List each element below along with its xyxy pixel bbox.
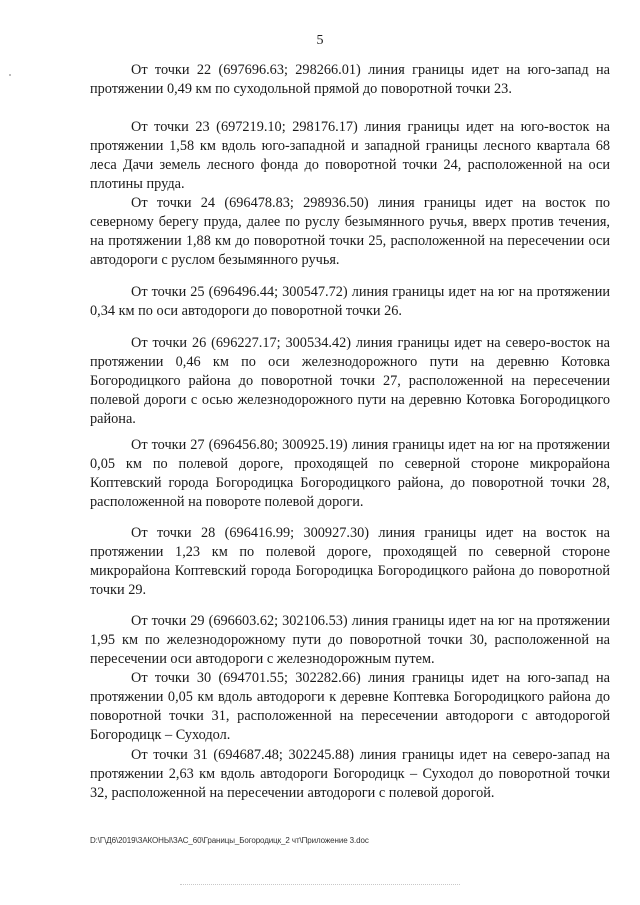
paragraph-point-30: От точки 30 (694701.55; 302282.66) линия границы идет на юго-запад на протяжении 0,05 км вдоль автодороги к деревне Коптевка Богородицкого района до поворотной точки 31, расположенной на пересечении автодороги с автодорогой Богородицк – Суходол.	[90, 670, 610, 743]
paragraph-point-22: От точки 22 (697696.63; 298266.01) линия границы идет на юго-запад на протяжении 0,49 км по суходольной прямой до поворотной точки 23.	[90, 62, 610, 97]
paragraph-point-31: От точки 31 (694687.48; 302245.88) линия границы идет на северо-запад на протяжении 2,63 км вдоль автодороги Богородицк – Суходол до поворотной точки 32, расположенной на пересечении автодороги с полевой дорогой.	[90, 747, 610, 801]
footer-file-path: D:\Г\Д6\2019\ЗАКОНЫ\ЗАС_60\Границы_Богородицк_2 чт\Приложение 3.doc	[90, 836, 369, 845]
paragraph-point-24: От точки 24 (696478.83; 298936.50) линия границы идет на восток по северному берегу пруда, далее по руслу безымянного ручья, вверх против течения, на протяжении 1,88 км до поворотной точки 25, расположенной на пересечении оси автодороги с руслом безымянного ручья.	[90, 195, 610, 268]
page-number: 5	[316, 33, 324, 48]
paragraph-point-23: От точки 23 (697219.10; 298176.17) линия границы идет на юго-восток на протяжении 1,58 км вдоль юго-западной и западной границы лесного квартала 68 леса Дачи земель лесного фонда до поворотной точки 24, расположенной на оси плотины пруда.	[90, 119, 610, 192]
paragraph-point-29: От точки 29 (696603.62; 302106.53) линия границы идет на юг на протяжении 1,95 км по железнодорожному пути до поворотной точки 30, расположенной на пересечении оси автодороги с железнодорожным путем.	[90, 613, 610, 667]
paragraph-point-28: От точки 28 (696416.99; 300927.30) линия границы идет на восток на протяжении 1,23 км по полевой дороге, проходящей по северной стороне микрорайона Коптевский города Богородицка Богородицкого района до поворотной точки 29.	[90, 525, 610, 598]
paragraph-point-25: От точки 25 (696496.44; 300547.72) линия границы идет на юг на протяжении 0,34 км по оси автодороги до поворотной точки 26.	[90, 284, 610, 319]
scan-artifact	[180, 884, 460, 891]
paragraph-point-27: От точки 27 (696456.80; 300925.19) линия границы идет на юг на протяжении 0,05 км по полевой дороге, проходящей по северной стороне микрорайона Коптевский города Богородицка Богородицкого района, до поворотной точки 28, расположенной на повороте полевой дороги.	[90, 437, 610, 510]
scan-mark	[9, 74, 11, 76]
paragraph-point-26: От точки 26 (696227.17; 300534.42) линия границы идет на северо-восток на протяжении 0,46 км по оси железнодорожного пути на деревню Котовка Богородицкого района до поворотной точки 27, расположенной на пересечении полевой дороги с осью железнодорожного пути на деревню Котовка Богородицкого района.	[90, 335, 610, 427]
